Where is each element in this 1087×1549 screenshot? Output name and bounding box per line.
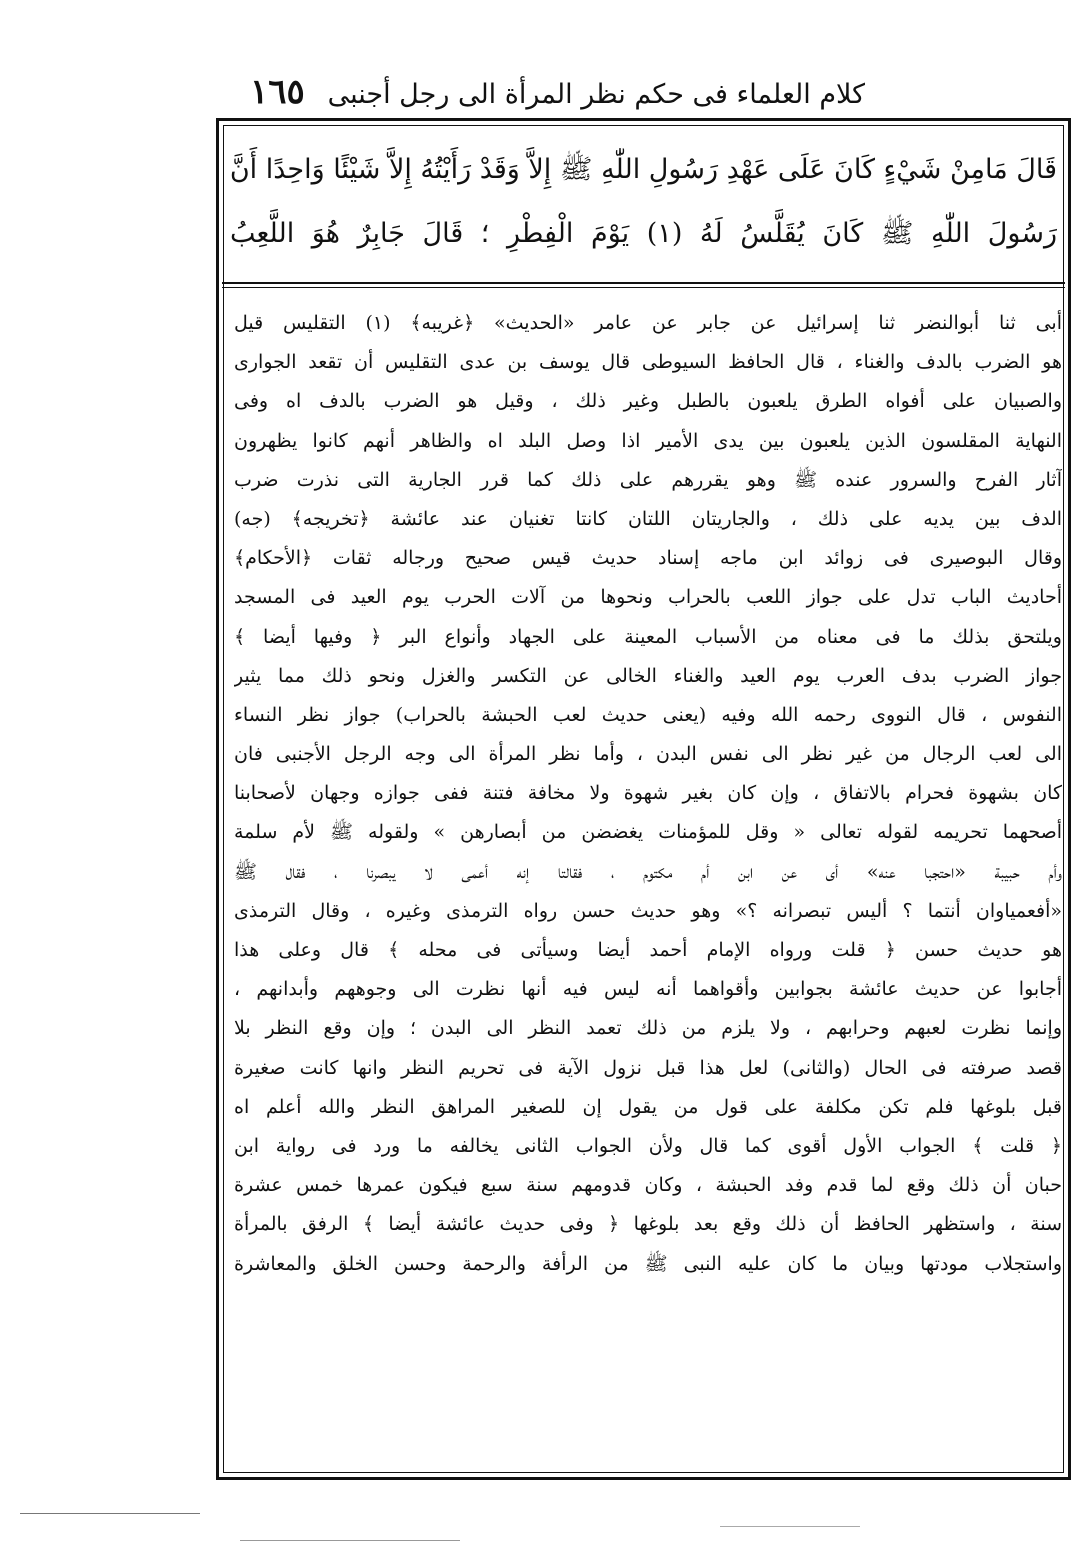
commentary-line: آثار الفرح والسرور عنده ﷺ وهو يقررهم على ذلك كما قرر الجارية التى نذرت ضرب [234,468,1062,491]
commentary-line: قصد صرفته فى الحال (والثانى) لعل هذا قبل نزول الآية فى تحريم النظر وانها كانت صغيرة [234,1056,1062,1079]
commentary-line: واستجلاب مودتها وبيان ما كان عليه النبى ﷺ من الرأفة والرحمة وحسن الخلق والمعاشرة [234,1252,1062,1275]
commentary-line: هو حديث حسن ﴿ قلت ورواه الإمام أحمد أيضا وسيأتى فى محله ﴾ قال وعلى هذا [234,939,1062,961]
hadith-text [222,138,1065,278]
commentary-line: سنة ، واستظهر الحافظ أن ذلك وقع بعد بلوغها ﴿ وفى حديث عائشة أيضا ﴾ الرفق بالمرأة [234,1213,1062,1236]
commentary-line: وإنما نظرت لعبهم وحرابهم ، ولا يلزم من ذلك تعمد النظر الى البدن ؛ وإن وقع النظر بلا [234,1017,1062,1040]
commentary-line: هو الضرب بالدف والغناء ، قال الحافظ السيوطى قال يوسف بن عدى التقليس أن تقعد الجوارى [234,351,1062,374]
page-number: ١٦٥ [250,72,305,112]
commentary-line: «أفعمياوان أنتما ؟ أليس تبصرانه ؟» وهو حديث حسن رواه الترمذى وغيره ، وقال الترمذى [234,899,1062,922]
page-header [210,72,865,118]
hadith-line: رَسُولَ اللّٰهِ ﷺ كَانَ يُقَلَّسُ لَهُ (١) يَوْمَ الْفِطْرِ ؛ قَالَ جَابِرٌ هُوَ اللَّعِبُ [230,218,1057,249]
commentary-line: وأم حبيبة «احتجبا عنه» أى عن ابن أم مكتوم ، فقالتا إنه أعمى لا يبصرنا ، فقال ﷺ [234,860,1062,883]
commentary-line: وقال البوصيرى فى زوائد ابن ماجه إسناد حديث قيس صحيح ورجاله ثقات ﴿الأحكام﴾ [234,547,1062,570]
scan-artifact-line [240,1540,460,1541]
commentary-line: أحاديث الباب تدل على جواز اللعب بالحراب ونحوها من آلات الحرب يوم العيد فى المسجد [234,586,1062,609]
commentary-line: جواز الضرب بدف العرب يوم العيد والغناء الخالى عن التكسر والغزل ونحو ذلك مما يثير [234,664,1062,687]
commentary-line: حبان أن ذلك وقع لما قدم وفد الحبشة ، وكان قدومهم سنة سبع فيكون عمرها خمس عشرة [234,1174,1062,1197]
running-title: كلام العلماء فى حكم نظر المرأة الى رجل أجنبى [327,79,865,110]
scan-artifact-line [20,1513,200,1514]
commentary-line: كان بشهوة فحرام بالاتفاق ، وإن كان بغير شهوة ولا مخافة فتنة ففى جوازه وجهان لأصحابنا [234,782,1062,805]
commentary-line: قبل بلوغها فلم تكن مكلفة على قول من يقول إن للصغير المراهق النظر والله أعلم اه [234,1095,1062,1118]
commentary-line: النهاية المقلسون الذين يلعبون بين يدى الأمير اذا وصل البلد اه والظاهر أنهم كانوا يظهرون [234,429,1062,452]
commentary-line: والصبيان على أفواه الطرق يلعبون بالطبل وغير ذلك ، وقيل هو الضرب بالدف اه وفى [234,390,1062,413]
commentary-line: النفوس ، قال النووى رحمه الله وفيه (يعنى حديث لعب الحبشة بالحراب) جواز نظر النساء [234,703,1062,726]
hadith-line: قَالَ مَامِنْ شَيْءٍ كَانَ عَلَى عَهْدِ رَسُولِ اللّٰهِ ﷺ إِلاَّ وَقَدْ رَأَيْتُهُ إِلاَّ شَيْئًا وَاحِدًا أَنَّ [230,154,1057,185]
commentary-line: الى لعب الرجال من غير نظر الى نفس البدن ، وأما نظر المرأة الى وجه الرجل الأجنبى فان [234,743,1062,766]
commentary-line: ويلتحق بذلك ما فى معناه من الأسباب المعينة على الجهاد وأنواع البر ﴿ وفيها أيضا ﴾ [234,625,1062,648]
commentary-line: أجابوا عن حديث عائشة بجوابين وأقواهما أنه ليس فيه أنها نظرت الى وجوههم وأبدانهم ، [234,978,1062,1001]
commentary-line: الدف بين يديه على ذلك ، والجاريتان اللتان كانتا تغنيان عند عائشة ﴿تخريجه﴾ (جه) [234,507,1062,530]
commentary-line: أصحهما تحريمه لقوله تعالى « وقل للمؤمنات يغضضن من أبصارهن » ولقوله ﷺ لأم سلمة [234,821,1062,844]
commentary-line: ﴿ قلت ﴾ الجواب الأول أقوى كما قال ولأن الجواب الثانى يخالفه ما ورد فى رواية ابن [234,1134,1062,1157]
commentary-text [234,304,1062,1284]
section-divider [222,282,1065,288]
scan-artifact-line [720,1526,860,1527]
commentary-line: أبى ثنا أبوالنضر ثنا إسرائيل عن جابر عن عامر «الحديث» ﴿غريبه﴾ (١) التقليس قيل [234,312,1062,334]
